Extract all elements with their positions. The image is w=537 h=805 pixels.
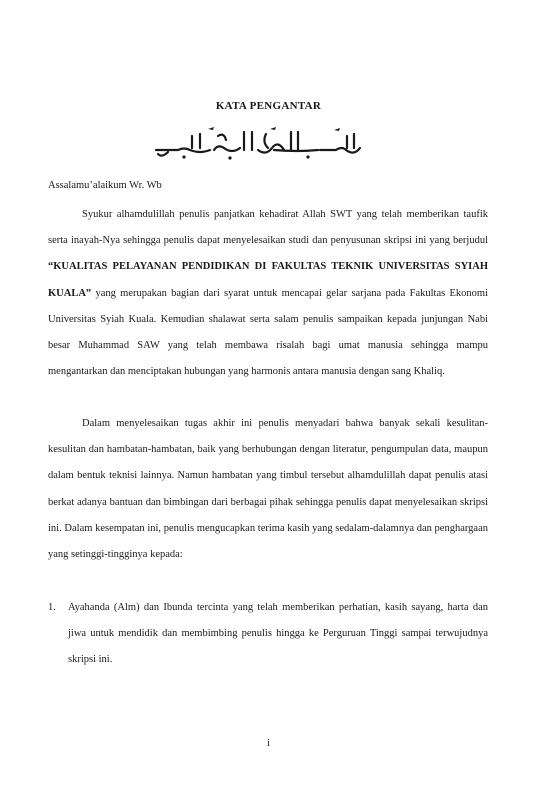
page-number: i xyxy=(267,738,270,749)
page-title: KATA PENGANTAR xyxy=(215,100,322,112)
paragraph-1-text-start: Syukur alhamdulillah penulis panjatkan kehadirat Allah SWT yang telah memberikan taufik serta inayah-Nya sehingga penulis dapat menyelesaikan studi dan penyusunan skripsi ini yang berjudul xyxy=(48,209,488,247)
paragraph-1-text-end: yang merupakan bagian dari syarat untuk mencapai gelar sarjana pada Fakultas Ekonomi Universitas Syiah Kuala. Kemudian shalawat serta salam penulis sampaikan kepada junjungan Nabi besar Muhammad SAW yang telah membawa risalah bagi umat manusia sehingga mampu mengantarkan dan menciptakan hubungan yang harmonis antara manusia dengan sang Khaliq. xyxy=(48,287,488,378)
paragraph-1 xyxy=(48,202,488,385)
list-item-text: Ayahanda (Alm) dan Ibunda tercinta yang telah memberikan perhatian, kasih sayang, harta dan jiwa untuk mendidik dan membimbing penulis hingga ke Perguruan Tinggi sampai terwujudnya skripsi ini. xyxy=(68,602,488,666)
list-item xyxy=(48,595,488,674)
list-item-number: 1. xyxy=(48,602,56,613)
acknowledgement-list xyxy=(48,595,488,674)
basmala-calligraphy xyxy=(148,126,368,164)
greeting: Assalamu’alaikum Wr. Wb xyxy=(48,180,162,191)
thesis-title: “KUALITAS PELAYANAN PENDIDIKAN DI FAKULTAS TEKNIK UNIVERSITAS SYIAH KUALA” xyxy=(48,261,488,299)
paragraph-2: Dalam menyelesaikan tugas akhir ini penulis menyadari bahwa banyak sekali kesulitan-kesulitan dan hambatan-hambatan, baik yang berhubungan dengan literatur, pengumpulan data, maupun dalam bentuk teknisi lainnya. Namun hambatan yang timbul tersebut alhamdulillah dapat penulis atasi berkat adanya bantuan dan bimbingan dari berbagai pihak sehingga penulis dapat menyelesaikan skripsi ini. Dalam kesempatan ini, penulis mengucapkan terima kasih yang sedalam-dalamnya dan penghargaan yang setinggi-tingginya kepada: xyxy=(48,418,488,561)
